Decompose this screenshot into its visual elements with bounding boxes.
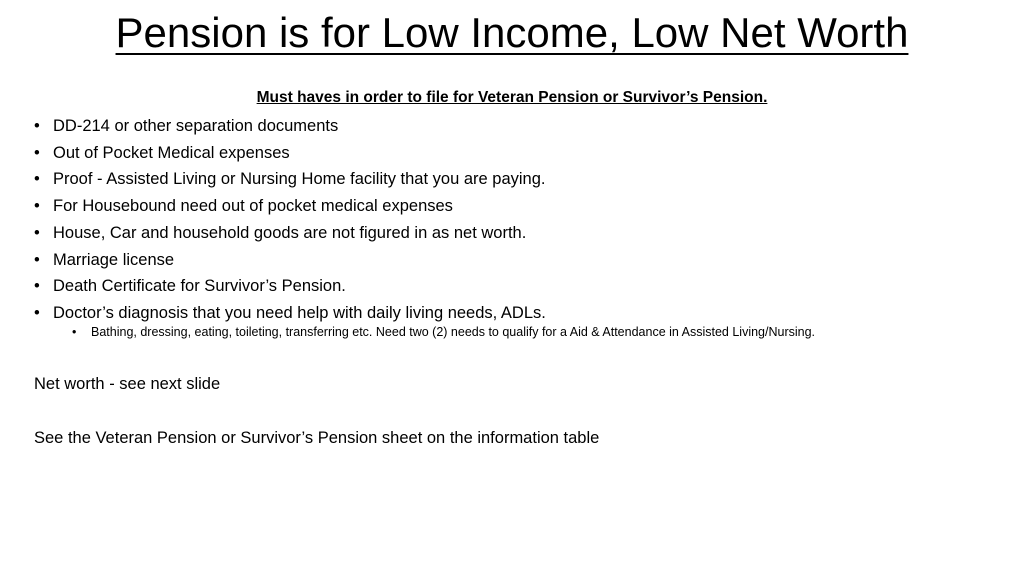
bullet-text: Marriage license — [53, 250, 175, 269]
bullet-text: House, Car and household goods are not figured in as net worth. — [53, 223, 527, 242]
bullet-item — [34, 247, 796, 274]
bullet-dot: • — [34, 250, 40, 269]
slide-subheading: Must haves in order to file for Veteran Pension or Survivor’s Pension. — [256, 89, 768, 106]
bullet-dot: • — [34, 303, 40, 322]
sub-bullet-text: Bathing, dressing, eating, toileting, transferring etc. Need two (2) needs to qualify for a Aid & Attendance in Assisted Living/Nursing. — [91, 324, 816, 339]
bullet-item — [34, 166, 796, 193]
bullet-item — [34, 193, 796, 220]
bullet-list — [34, 113, 816, 341]
bullet-item — [34, 113, 796, 140]
bullet-text: DD-214 or other separation documents — [53, 117, 339, 135]
bullet-dot: • — [34, 170, 40, 189]
bullet-text: Death Certificate for Survivor’s Pension. — [53, 277, 346, 296]
bullet-dot: • — [34, 117, 40, 135]
bullet-item — [34, 300, 816, 341]
bullet-text: Proof - Assisted Living or Nursing Home facility that you are paying. — [53, 170, 546, 189]
bullet-dot: • — [34, 223, 40, 242]
bullet-dot: • — [34, 197, 40, 216]
bullet-text: Doctor’s diagnosis that you need help with daily living needs, ADLs. — [53, 303, 546, 322]
bullet-item — [34, 140, 796, 167]
information-table-note: See the Veteran Pension or Survivor’s Pension sheet on the information table — [34, 429, 600, 447]
bullet-dot: • — [34, 143, 40, 162]
slide-title: Pension is for Low Income, Low Net Worth — [115, 9, 909, 56]
sub-bullet-dot: • — [72, 324, 77, 339]
bullet-dot: • — [34, 277, 40, 296]
bullet-text: Out of Pocket Medical expenses — [53, 143, 290, 162]
net-worth-note: Net worth - see next slide — [34, 375, 221, 393]
bullet-text: For Housebound need out of pocket medical expenses — [53, 197, 453, 216]
sub-bullet-list — [72, 323, 815, 341]
bullet-item — [34, 220, 796, 247]
sub-bullet-item — [72, 323, 815, 341]
bullet-item — [34, 273, 796, 300]
